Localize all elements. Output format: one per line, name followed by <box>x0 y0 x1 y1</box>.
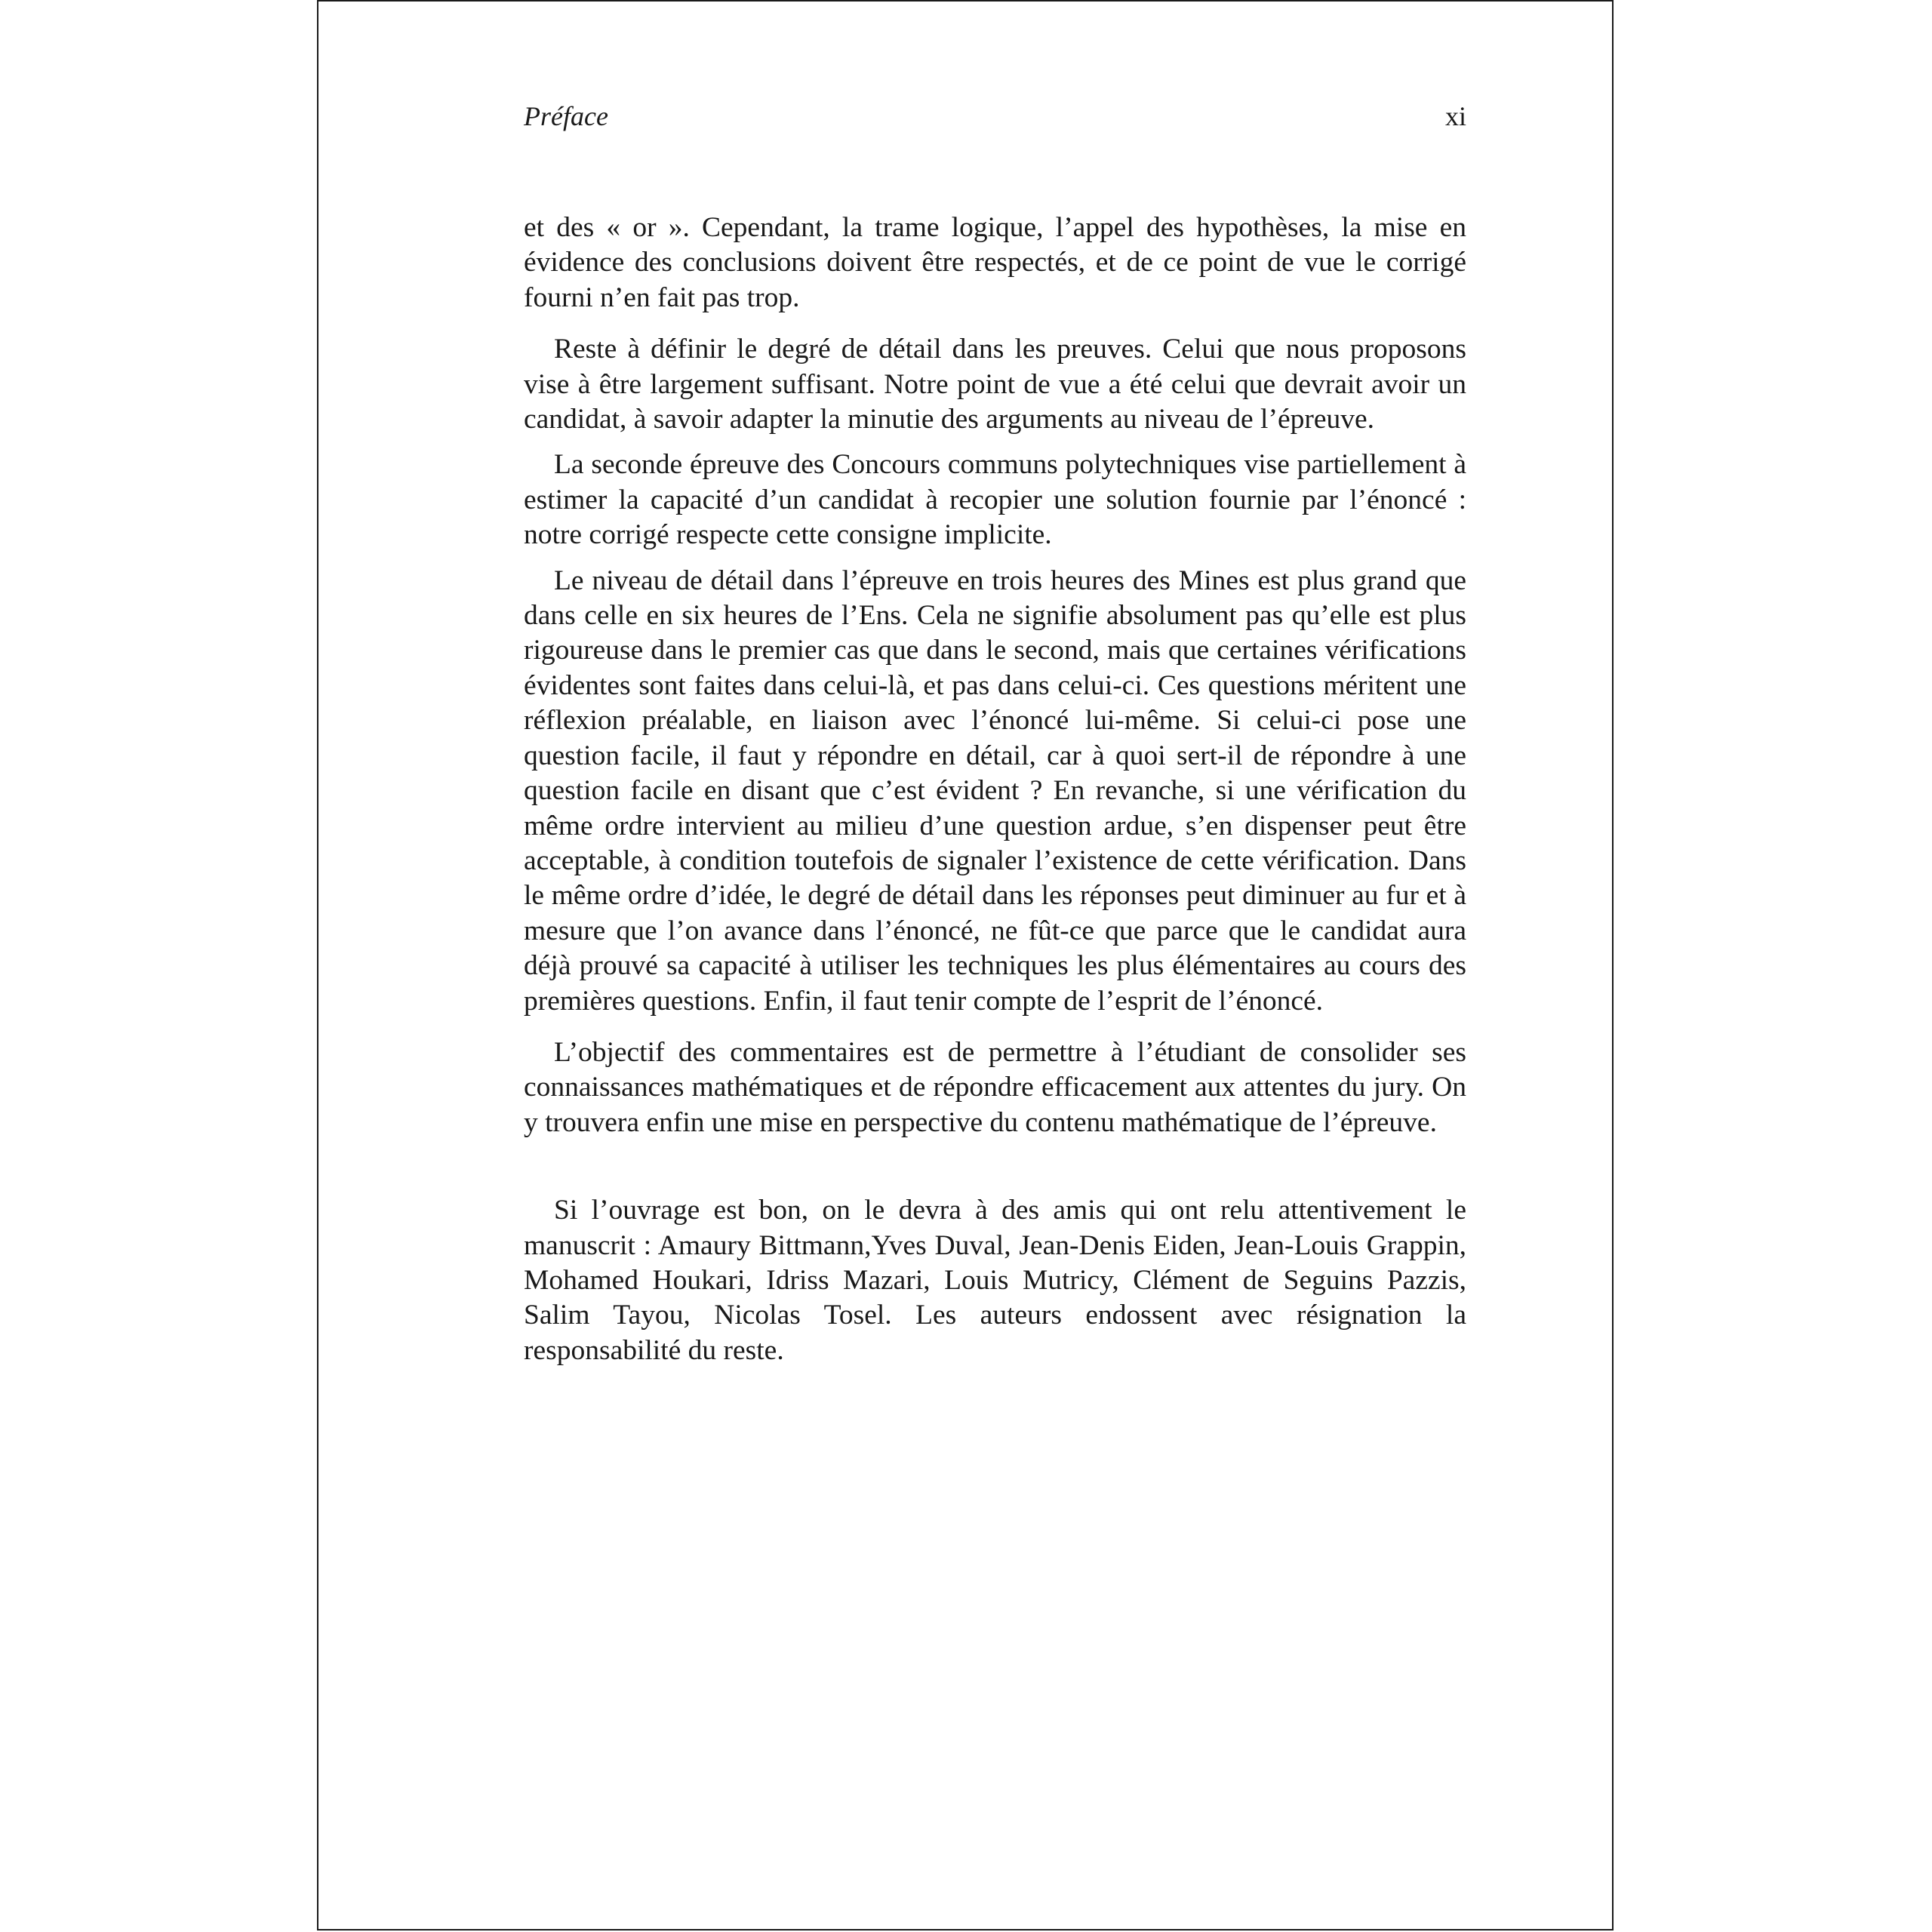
paragraph-continuation: et des « or ». Cependant, la trame logique, l’appel des hypothèses, la mise en évidence des conclusions doivent être respectés, et de ce point de vue le corrigé fourni n’en fait pas trop. <box>524 212 1466 313</box>
running-header <box>524 100 1466 146</box>
paragraph-acknowledgements: Si l’ouvrage est bon, on le devra à des amis qui ont relu attentivement le manuscrit : Amaury Bittmann,Yves Duval, Jean-Denis Eiden, Jean-Louis Grappin, Mohamed Houkari, Idriss Mazari, Louis Mutricy, Clément de Seguins Pazzis, Salim Tayou, Nicolas Tosel. Les auteurs endossent avec résignation la responsabilité du reste. <box>524 1195 1466 1366</box>
body-text <box>524 211 1466 1368</box>
paragraph-commentaires: L’objectif des commentaires est de permettre à l’étudiant de consolider ses connaissances mathématiques et de répondre efficacement aux attentes du jury. On y trouvera enfin une mise en perspective du contenu mathématique de l’épreuve. <box>524 1036 1466 1138</box>
paragraph-mines-ens: Le niveau de détail dans l’épreuve en trois heures des Mines est plus grand que dans celle en six heures de l’Ens. Cela ne signifie absolument pas qu’elle est plus rigoureuse dans le premier cas que dans le second, mais que certaines vérifications évidentes sont faites dans celui-là, et pas dans celui-ci. Ces questions méritent une réflexion préalable, en liaison avec l’énoncé lui-même. Si celui-ci pose une question facile, il faut y répondre en détail, car à quoi sert-il de répondre à une question facile en disant que c’est évident ? En revanche, si une vérification du même ordre intervient au milieu d’une question ardue, s’en dispenser peut être acceptable, à condition toutefois de signaler l’existence de cette vérification. Dans le même ordre d’idée, le degré de détail dans les réponses peut diminuer au fur et à mesure que l’on avance dans l’énoncé, ne fût-ce que parce que le candidat aura déjà prouvé sa capacité à utiliser les techniques les plus élémentaires au cours des premières questions. Enfin, il faut tenir compte de l’esprit de l’énoncé. <box>524 565 1466 1017</box>
paragraph-proof-detail: Reste à définir le degré de détail dans les preuves. Celui que nous proposons vise à être largement suffisant. Notre point de vue a été celui que devrait avoir un candidat, à savoir adapter la minutie des arguments au niveau de l’épreuve. <box>524 334 1466 435</box>
paragraph-ccp: La seconde épreuve des Concours communs polytechniques vise partiellement à estimer la capacité d’un candidat à recopier une solution fournie par l’énoncé : notre corrigé respecte cette consigne implicite. <box>524 449 1466 551</box>
page-number: xi <box>1444 101 1466 131</box>
running-title: Préface <box>524 101 608 131</box>
